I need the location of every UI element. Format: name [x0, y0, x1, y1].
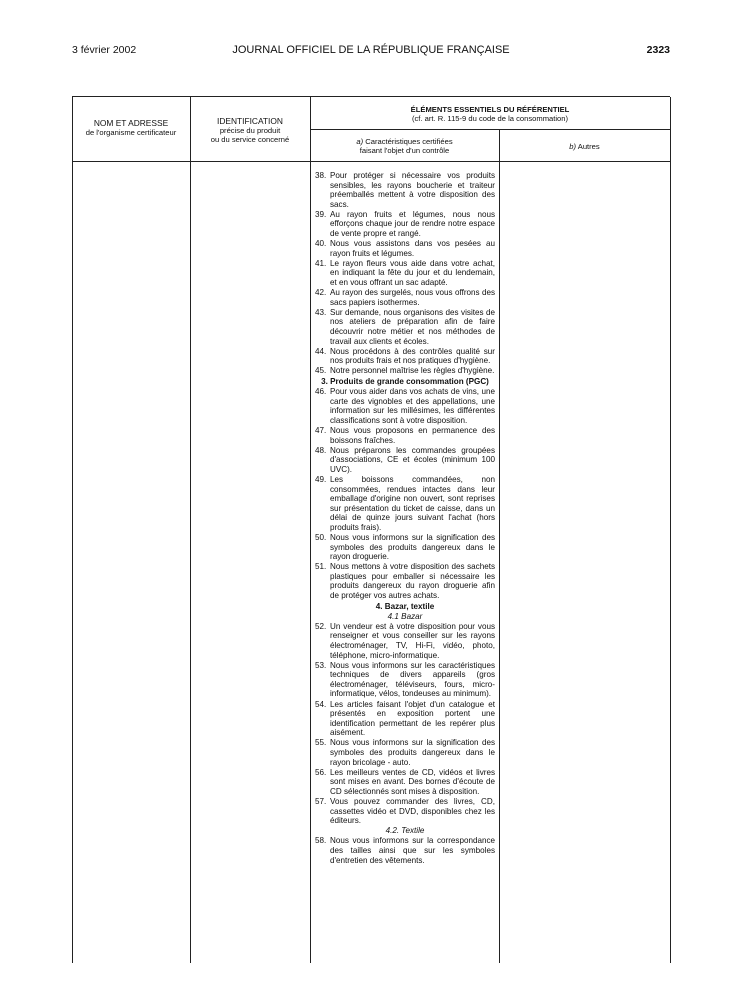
- list-item: [315, 622, 495, 660]
- item-text: Au rayon fruits et légumes, nous nous efforçons chaque jour de rendre notre espace de vente propre et rangé.: [330, 209, 495, 239]
- header-elements-sub: (cf. art. R. 115-9 du code de la consommation): [411, 114, 569, 123]
- table-rule-col2: [310, 97, 311, 963]
- section-heading: 3. Produits de grande consommation (PGC): [321, 376, 489, 386]
- item-number: 48.: [315, 445, 327, 455]
- header-identification-sub2: ou du service concerné: [210, 135, 290, 144]
- list-item: [315, 738, 495, 767]
- header-identification-sub1: précise du produit: [219, 126, 281, 135]
- page-date: 3 février 2002: [72, 44, 137, 56]
- running-head: [72, 44, 670, 60]
- item-text: Sur demande, nous organisons des visites de nos ateliers de préparation afin de faire découvrir notre métier et nos méthodes de travail aux clients et écoles.: [330, 307, 495, 346]
- table-rule-right: [670, 97, 671, 963]
- item-number: 57.: [315, 797, 327, 806]
- list-item: [315, 288, 495, 307]
- item-number: 46.: [315, 387, 327, 397]
- header-organisme-title: NOM ET ADRESSE: [93, 118, 169, 128]
- item-text: Nous mettons à votre disposition des sachets plastiques pour emballer si nécessaire les produits dangereux du rayon droguerie afin de protéger vos autres achats.: [330, 562, 495, 601]
- section-heading: 4. Bazar, textile: [375, 601, 435, 611]
- header-organisme-sub: de l'organisme certificateur: [85, 128, 177, 137]
- list-item: [315, 475, 495, 533]
- list-item: [315, 562, 495, 600]
- item-text: Un vendeur est à votre disposition pour vous renseigner et vous conseiller sur les rayons électroménager, TV, Hi-Fi, vidéo, photo, téléphone, micro-informatique.: [330, 621, 495, 660]
- item-text: Le rayon fleurs vous aide dans votre achat, en indiquant la fête du jour et du lendemain, et en vous offrant un sac adapté.: [330, 258, 495, 288]
- header-identification-title: IDENTIFICATION: [217, 116, 283, 126]
- item-number: 54.: [315, 699, 327, 709]
- list-item: [315, 426, 495, 445]
- list-item: [315, 533, 495, 562]
- item-text: Nous procédons à des contrôles qualité sur nos produits frais et nos pratiques d'hygiène.: [330, 346, 495, 366]
- certification-table: [72, 96, 670, 963]
- item-number: 47.: [315, 425, 327, 435]
- header-col-a-line1: a) Caractéristiques certifiées: [356, 137, 453, 146]
- list-item: [315, 387, 495, 425]
- list-item: [315, 836, 495, 865]
- item-text: Au rayon des surgelés, nous vous offrons des sacs papiers isothermes.: [330, 288, 495, 307]
- item-number: 49.: [315, 474, 327, 484]
- list-item: [315, 366, 495, 376]
- list-item: [315, 700, 495, 738]
- header-col-a-line2: faisant l'objet d'un contrôle: [359, 146, 450, 155]
- item-text: Vous pouvez commander des livres, CD, cassettes vidéo et DVD, disponibles chez les éditeurs.: [330, 797, 495, 826]
- item-number: 53.: [315, 660, 327, 670]
- list-item: [315, 347, 495, 366]
- item-number: 40.: [315, 239, 327, 249]
- table-rule-header-bottom: [72, 161, 670, 162]
- header-elements: [310, 105, 670, 123]
- item-number: 50.: [315, 532, 327, 542]
- item-text: Pour protéger si nécessaire vos produits sensibles, les rayons boucherie et traiteur préemballés mettent à votre disposition des sacs.: [330, 171, 495, 209]
- item-text: Nous vous assistons dans vos pesées au rayon fruits et légumes.: [330, 239, 495, 258]
- header-organisme: [72, 119, 190, 137]
- item-text: Nous vous informons sur la signification des symboles des produits dangereux dans le rayon bricolage - auto.: [330, 738, 495, 767]
- table-rule-col1: [190, 97, 191, 963]
- item-number: 44.: [315, 346, 327, 356]
- item-text: Nous vous informons sur la signification des symboles des produits dangereux dans le rayon droguerie.: [330, 532, 495, 562]
- item-number: 41.: [315, 258, 327, 268]
- item-text: Les meilleurs ventes de CD, vidéos et livres sont mises en avant. Des bornes d'écoute de CD sélectionnés sont mises à disposition.: [330, 767, 495, 796]
- header-identification: [190, 117, 310, 144]
- item-number: 56.: [315, 767, 327, 777]
- item-text: Notre personnel maîtrise les règles d'hygiène.: [330, 366, 495, 376]
- item-text: Nous vous informons sur la correspondance des tailles ainsi que sur les symboles d'entretien des vêtements.: [330, 836, 495, 865]
- item-number: 39.: [315, 209, 327, 219]
- item-text: Les articles faisant l'objet d'un catalogue et présentés en exposition portent une identification permettant de les repérer plus aisément.: [330, 699, 495, 738]
- journal-title: JOURNAL OFFICIEL DE LA RÉPUBLIQUE FRANÇAISE: [232, 44, 510, 56]
- header-col-b: b) Autres: [569, 142, 600, 151]
- item-number: 38.: [315, 171, 327, 180]
- list-item: [315, 171, 495, 209]
- item-text: Nous préparons les commandes groupées d'associations, CE et écoles (minimum 100 UVC).: [330, 445, 495, 474]
- table-rule-left: [72, 97, 73, 963]
- header-elements-title: ÉLÉMENTS ESSENTIELS DU RÉFÉRENTIEL: [410, 105, 570, 114]
- page-number: 2323: [646, 44, 670, 56]
- item-number: 58.: [315, 836, 327, 846]
- item-number: 43.: [315, 307, 327, 317]
- list-item: [315, 259, 495, 288]
- list-item: [315, 768, 495, 797]
- list-item: [315, 797, 495, 826]
- list-item: [315, 210, 495, 239]
- item-text: Pour vous aider dans vos achats de vins, une carte des vignobles et des appellations, une information sur les millésimes, les différentes classifications sont à votre disposition.: [330, 387, 495, 425]
- item-number: 45.: [315, 366, 327, 376]
- item-number: 55.: [315, 738, 327, 748]
- item-number: 52.: [315, 621, 327, 631]
- characteristics-list: [315, 171, 495, 866]
- item-text: Les boissons commandées, non consommées, rendues intactes dans leur emballage d'origine non ouvert, sont reprises sur présentation du ticket de caisse, dans un délai de quinze jours suivant l'achat (hors produits frais).: [330, 474, 495, 532]
- list-item: [315, 239, 495, 258]
- item-text: Nous vous proposons en permanence des boissons fraîches.: [330, 425, 495, 445]
- subsection-heading: 4.2. Textile: [385, 826, 425, 836]
- table-rule-col3: [499, 129, 500, 963]
- list-item: [315, 446, 495, 475]
- list-item: [315, 308, 495, 346]
- item-number: 51.: [315, 562, 327, 572]
- subsection-heading: 4.1 Bazar: [387, 611, 423, 621]
- header-col-a: [310, 137, 499, 155]
- list-item: [315, 661, 495, 699]
- item-number: 42.: [315, 288, 327, 298]
- item-text: Nous vous informons sur les caractéristiques techniques de divers appareils (gros électroménager, téléviseurs, fours, micro-informatique, vélos, tondeuses au minimum).: [330, 660, 495, 699]
- table-rule-subheader: [310, 129, 670, 130]
